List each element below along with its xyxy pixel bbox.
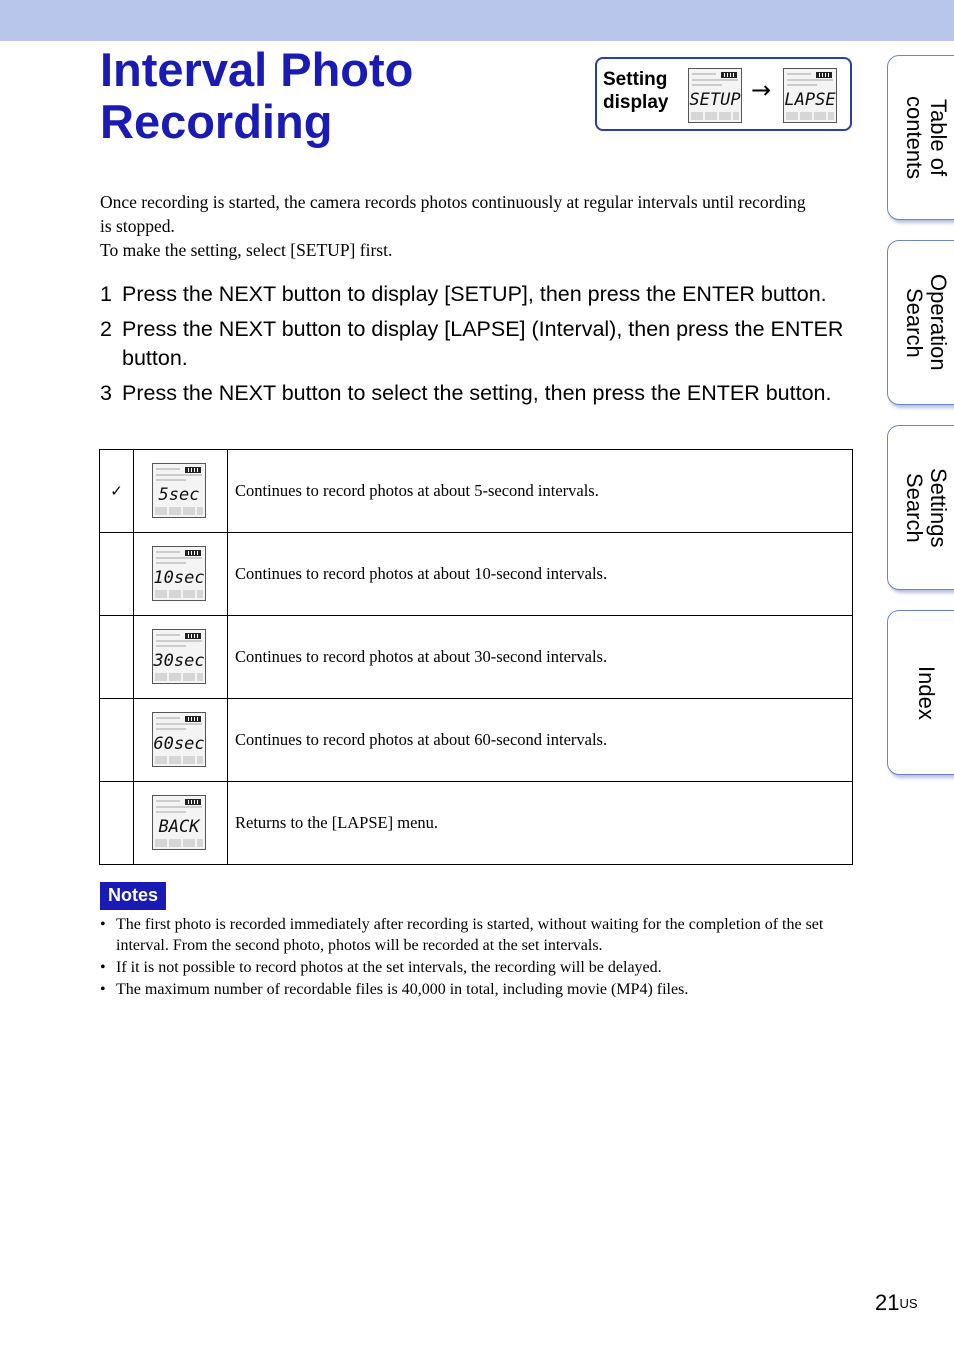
- step-list: [100, 280, 860, 414]
- top-banner: [0, 0, 954, 41]
- notes-heading: Notes: [100, 882, 166, 910]
- table-row: [100, 450, 853, 533]
- notes-list: [100, 914, 850, 1001]
- intro-paragraph: To make the setting, select [SETUP] first.: [100, 240, 393, 260]
- tab-settings-search[interactable]: [887, 425, 954, 590]
- default-check-icon: [100, 699, 134, 782]
- tab-label: Settings Search: [902, 467, 951, 548]
- tab-operation-search[interactable]: [887, 240, 954, 405]
- intro-paragraph: Once recording is started, the camera records photos continuously at regular intervals until recording is stopped.: [100, 192, 806, 236]
- step-item: [100, 280, 860, 309]
- intro-text: [100, 190, 820, 262]
- option-description: Continues to record photos at about 5-second intervals.: [228, 450, 853, 533]
- lcd-screen-setup: SETUP: [688, 68, 742, 123]
- lcd-screen-icon: 30sec: [152, 629, 206, 684]
- list-item: • The maximum number of recordable files is 40,000 in total, including movie (MP4) files.: [100, 981, 689, 998]
- option-description: Continues to record photos at about 60-second intervals.: [228, 699, 853, 782]
- table-row: [100, 616, 853, 699]
- page-title: Interval Photo Recording: [100, 43, 414, 148]
- tab-label: Table of contents: [902, 95, 951, 180]
- table-row: [100, 533, 853, 616]
- tab-table-of-contents[interactable]: [887, 55, 954, 220]
- default-check-icon: [100, 616, 134, 699]
- option-description: Continues to record photos at about 10-second intervals.: [228, 533, 853, 616]
- list-item: • If it is not possible to record photos at the set intervals, the recording will be delayed.: [100, 959, 662, 976]
- option-description: Returns to the [LAPSE] menu.: [228, 782, 853, 865]
- tab-label: Operation Search: [902, 274, 951, 371]
- step-item: [100, 315, 860, 373]
- step-text: Press the NEXT button to select the setting, then press the ENTER button.: [122, 381, 832, 405]
- setting-display-label: Setting display: [603, 69, 669, 113]
- step-text: Press the NEXT button to display [SETUP], then press the ENTER button.: [122, 282, 827, 306]
- list-item: • The first photo is recorded immediately after recording is started, without waiting for the completion of the set interval. From the second photo, photos will be recorded at the set intervals.: [100, 916, 824, 954]
- step-number: 2: [100, 317, 112, 341]
- tab-index[interactable]: [887, 610, 954, 775]
- step-text: Press the NEXT button to display [LAPSE] (Interval), then press the ENTER button.: [122, 317, 844, 370]
- arrow-right-icon: →: [751, 76, 772, 104]
- step-number: 1: [100, 282, 112, 306]
- default-check-icon: [100, 533, 134, 616]
- table-row: [100, 782, 853, 865]
- option-description: Continues to record photos at about 30-second intervals.: [228, 616, 853, 699]
- page-number: $21^{US}$: [875, 1290, 918, 1315]
- lcd-screen-icon: BACK: [152, 795, 206, 850]
- default-check-icon: ✓: [100, 450, 134, 533]
- interval-options-table: [99, 449, 853, 865]
- step-item: [100, 379, 860, 408]
- lcd-screen-icon: 5sec: [152, 463, 206, 518]
- tab-label: Index: [914, 665, 939, 720]
- step-number: 3: [100, 381, 112, 405]
- lcd-screen-icon: 10sec: [152, 546, 206, 601]
- default-check-icon: [100, 782, 134, 865]
- table-row: [100, 699, 853, 782]
- lcd-screen-icon: 60sec: [152, 712, 206, 767]
- lcd-screen-lapse: LAPSE: [783, 68, 837, 123]
